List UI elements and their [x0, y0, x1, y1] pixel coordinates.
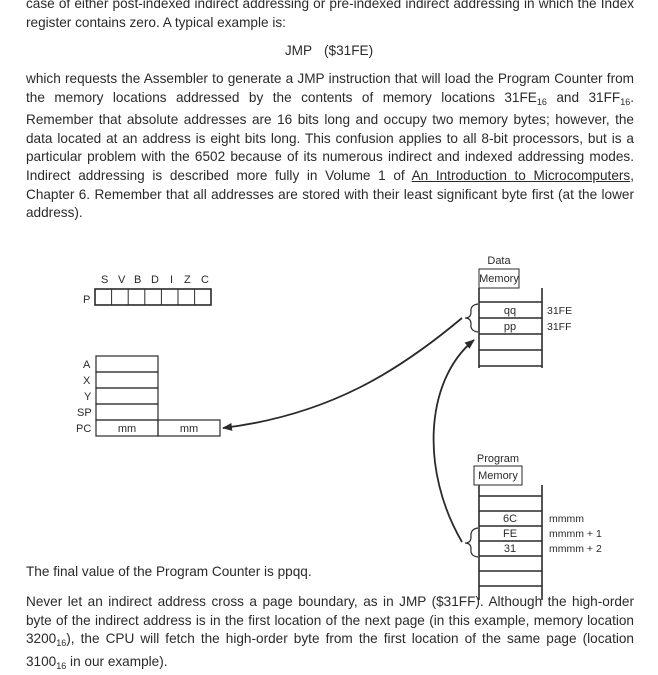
- data-to-pc-arrow: [223, 318, 462, 428]
- program-memory-address: mmmm: [549, 513, 584, 525]
- data-memory-address: 31FE: [547, 305, 573, 317]
- example-mnemonic: JMP: [284, 43, 313, 58]
- program-memory-cell-value: FE: [502, 528, 518, 540]
- status-bit-label: V: [118, 274, 126, 286]
- register-label: A: [83, 359, 91, 371]
- program-memory-title-1: Program: [476, 453, 520, 465]
- program-memory-cell-value: 31: [503, 543, 517, 555]
- status-bit-label: S: [101, 274, 109, 286]
- pc-high-value: mm: [117, 423, 137, 435]
- status-bit-label: Z: [184, 274, 191, 286]
- para4-subscript-1: 16: [56, 638, 67, 649]
- intro-line-1: case of either post-indexed indirect addressing or pre-indexed indirect addressing in: [26, 0, 535, 11]
- status-bit-label: I: [170, 274, 174, 286]
- paragraph-4: [26, 593, 634, 675]
- data-memory-title-2: Memory: [479, 273, 519, 285]
- para2-subscript-2: 16: [620, 96, 631, 107]
- para4-subscript-2: 16: [56, 660, 67, 671]
- program-memory-brace: [465, 528, 478, 557]
- status-bit-label: B: [134, 274, 142, 286]
- para2-subscript-1: 16: [536, 96, 547, 107]
- data-memory: [465, 255, 572, 368]
- register-label: X: [83, 375, 91, 387]
- register-a-box: [96, 356, 158, 372]
- program-memory-address: mmmm + 1: [549, 528, 602, 540]
- para4-text-2: ), the CPU will fetch the high-order byte from the first location of the same page (location 3100: [26, 631, 634, 669]
- register-y-box: [96, 388, 158, 404]
- para2-text-2: and 31FF: [546, 89, 621, 105]
- para4-text-1: Never let an indirect address cross a page boundary, as in JMP ($31FF). Although the high-order byte of the indirect address is in the first location of the next page (in this example, memory location 3200: [26, 594, 634, 647]
- status-register: [83, 274, 211, 306]
- para4-text-3: in our example).: [66, 653, 168, 669]
- operand-to-data-arrow: [434, 340, 474, 542]
- register-label: Y: [84, 391, 92, 403]
- data-memory-cell-value: qq: [503, 305, 517, 317]
- para2-text-4: , Chapter 6. Remember that all addresses are stored with their least significant byte first (at the lower address).: [26, 167, 634, 221]
- program-memory-title-2: Memory: [478, 470, 518, 482]
- example-operand: ($31FE): [324, 43, 374, 58]
- para3-text: The final value of the Program Counter is ppqq.: [26, 564, 312, 579]
- paragraph-3: [26, 563, 634, 582]
- register-sp-box: [96, 404, 158, 420]
- para2-text-3: . Remember that absolute addresses are 16 bits long and occupy two memory bytes; however, the data located at an address is eight bits long. This confusion applies to all 8-bit processors, but is a particular problem with the 6502 because of its numerous indirect and indexed addressing modes. Indirect addressing is described more fully in Volume 1 of: [26, 89, 635, 183]
- program-memory-address: mmmm + 2: [549, 543, 602, 555]
- register-x-box: [96, 372, 158, 388]
- pc-low-value: mm: [179, 423, 199, 435]
- register-label: PC: [76, 423, 92, 435]
- cpu-registers: [76, 356, 220, 436]
- book-title: An Introduction to Microcomputers: [411, 167, 631, 183]
- data-memory-title-1: Data: [487, 255, 511, 267]
- status-bit-label: C: [201, 274, 209, 286]
- data-memory-cell-value: pp: [503, 321, 517, 333]
- intro-line-2: which the Index register contains zero. A typical example is:: [26, 0, 634, 30]
- para2-text-1: which requests the Assembler to generate a JMP instruction that will load the Program Counter from the memory locations addressed by the contents of memory locations 31FE: [26, 71, 634, 105]
- register-label: SP: [77, 407, 92, 419]
- status-register-box: [95, 289, 211, 305]
- data-memory-brace: [465, 304, 478, 332]
- data-memory-address: 31FF: [547, 321, 572, 333]
- program-memory-cell-value: 6C: [502, 513, 518, 525]
- status-register-label: P: [83, 294, 91, 306]
- status-bit-label: D: [151, 274, 159, 286]
